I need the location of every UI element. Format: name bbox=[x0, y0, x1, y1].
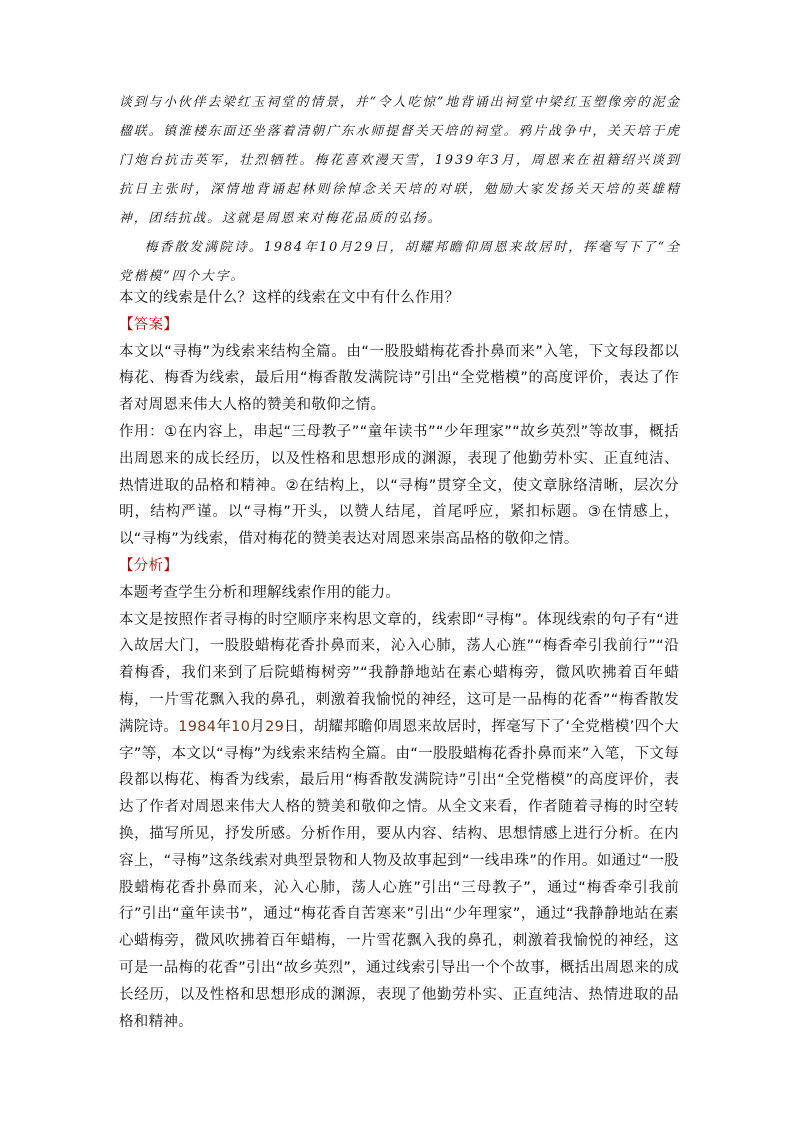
analysis-text-d: 日，胡耀邦瞻仰周恩来故居时，挥毫写下了‘全党楷模’四个大字”等，本文以“寻梅”为线索来结构全篇。由“一股股蜡梅花香扑鼻而来”入笔，下文每段都以梅花、梅香为线索，最后用“梅香散发满院诗”引出“全党楷模”的高度评价，表达了作者对周恩来伟大人格的赞美和敬仰之情。从全文来看，作者随着寻梅的时空转换，描写所见，抒发所感。分析作用，要从内容、结构、思想情感上进行分析。在内容上，“寻梅”这条线索对典型景物和人物及故事起到“一线串珠”的作用。如通过“一股股蜡梅花香扑鼻而来，沁入心肺，荡人心旌”引出“三母教子”，通过“梅香牵引我前行”引出“童年读书”，通过“梅花香自苦寒来”引出“少年理家”，通过“我静静地站在素心蜡梅旁，微风吹拂着百年蜡梅，一片雪花飘入我的鼻孔，刺激着我愉悦的神经，这可是一品梅的花香”引出“故乡英烈”，通过线索引导出一个个故事，概括出周恩来的成长经历，以及性格和思想形成的渊源，表现了他勤劳朴实、正直纯洁、热情进取的品格和精神。 bbox=[119, 718, 679, 1030]
analysis-text-a: 本文是按照作者寻梅的时空顺序来构思文章的，线索即“寻梅”。体现线索的句子有“进入故居大门，一股股蜡梅花香扑鼻而来，沁入心肺，荡人心旌”“梅香牵引我前行”“沿着梅香，我们来到了后院蜡梅树旁”“我静静地站在素心蜡梅旁，微风吹拂着百年蜡梅，一片雪花飘入我的鼻孔，刺激着我愉悦的神经，这可是一品梅的花香”“梅香散发满院诗。 bbox=[119, 611, 679, 735]
analysis-day: 29 bbox=[265, 718, 285, 735]
passage-paragraph-2: 梅香散发满院诗。1984年10月29日，胡耀邦瞻仰周恩来故居时，挥毫写下了“全党楷模”四个大字。 bbox=[119, 240, 681, 284]
analysis-text-c: 月 bbox=[250, 718, 266, 735]
analysis-month: 10 bbox=[231, 718, 251, 735]
passage-excerpt bbox=[119, 88, 681, 291]
analysis-year: 1984 bbox=[178, 718, 217, 735]
question-answer-block bbox=[119, 285, 679, 1035]
analysis-intro: 本题考查学生分析和理解线索作用的能力。 bbox=[119, 584, 401, 601]
analysis-text-b: 年 bbox=[216, 718, 232, 735]
answer-tag bbox=[119, 312, 679, 339]
analysis-paragraph bbox=[119, 607, 679, 1036]
question-text: 本文的线索是什么？这样的线索在文中有什么作用？ bbox=[119, 290, 460, 306]
analysis-label: 【分析】 bbox=[119, 557, 179, 574]
analysis-tag bbox=[119, 553, 679, 580]
answer-paragraph-2: 作用：①在内容上，串起“三母教子”“童年读书”“少年理家”“故乡英烈”等故事，概括出周恩来的成长经历，以及性格和思想形成的渊源，表现了他勤劳朴实、正直纯洁、热情进取的品格和精神。②在结构上，以“寻梅”贯穿全文，使文章脉络清晰，层次分明，结构严谨。以“寻梅”开头，以赞人结尾，首尾呼应，紧扣标题。③在情感上，以“寻梅”为线索，借对梅花的赞美表达对周恩来崇高品格的敬仰之情。 bbox=[119, 423, 679, 548]
answer-paragraph-1: 本文以“寻梅”为线索来结构全篇。由“一股股蜡梅花香扑鼻而来”入笔，下文每段都以梅花、梅香为线索，最后用“梅香散发满院诗”引出“全党楷模”的高度评价，表达了作者对周恩来伟大人格的赞美和敬仰之情。 bbox=[119, 343, 679, 414]
answer-label: 【答案】 bbox=[119, 316, 179, 333]
passage-paragraph-1: 谈到与小伙伴去梁红玉祠堂的情景，并“令人吃惊”地背诵出祠堂中梁红玉塑像旁的泥金楹联。镇淮楼东面还坐落着清朝广东水师提督关天培的祠堂。鸦片战争中，关天培于虎门炮台抗击英军，壮烈牺牲。梅花喜欢漫天雪，1939年3月，周恩来在祖籍绍兴谈到抗日主张时，深情地背诵起林则徐悼念关天培的对联，勉励大家发扬关天培的英雄精神，团结抗战。这就是周恩来对梅花品质的弘扬。 bbox=[119, 95, 681, 226]
